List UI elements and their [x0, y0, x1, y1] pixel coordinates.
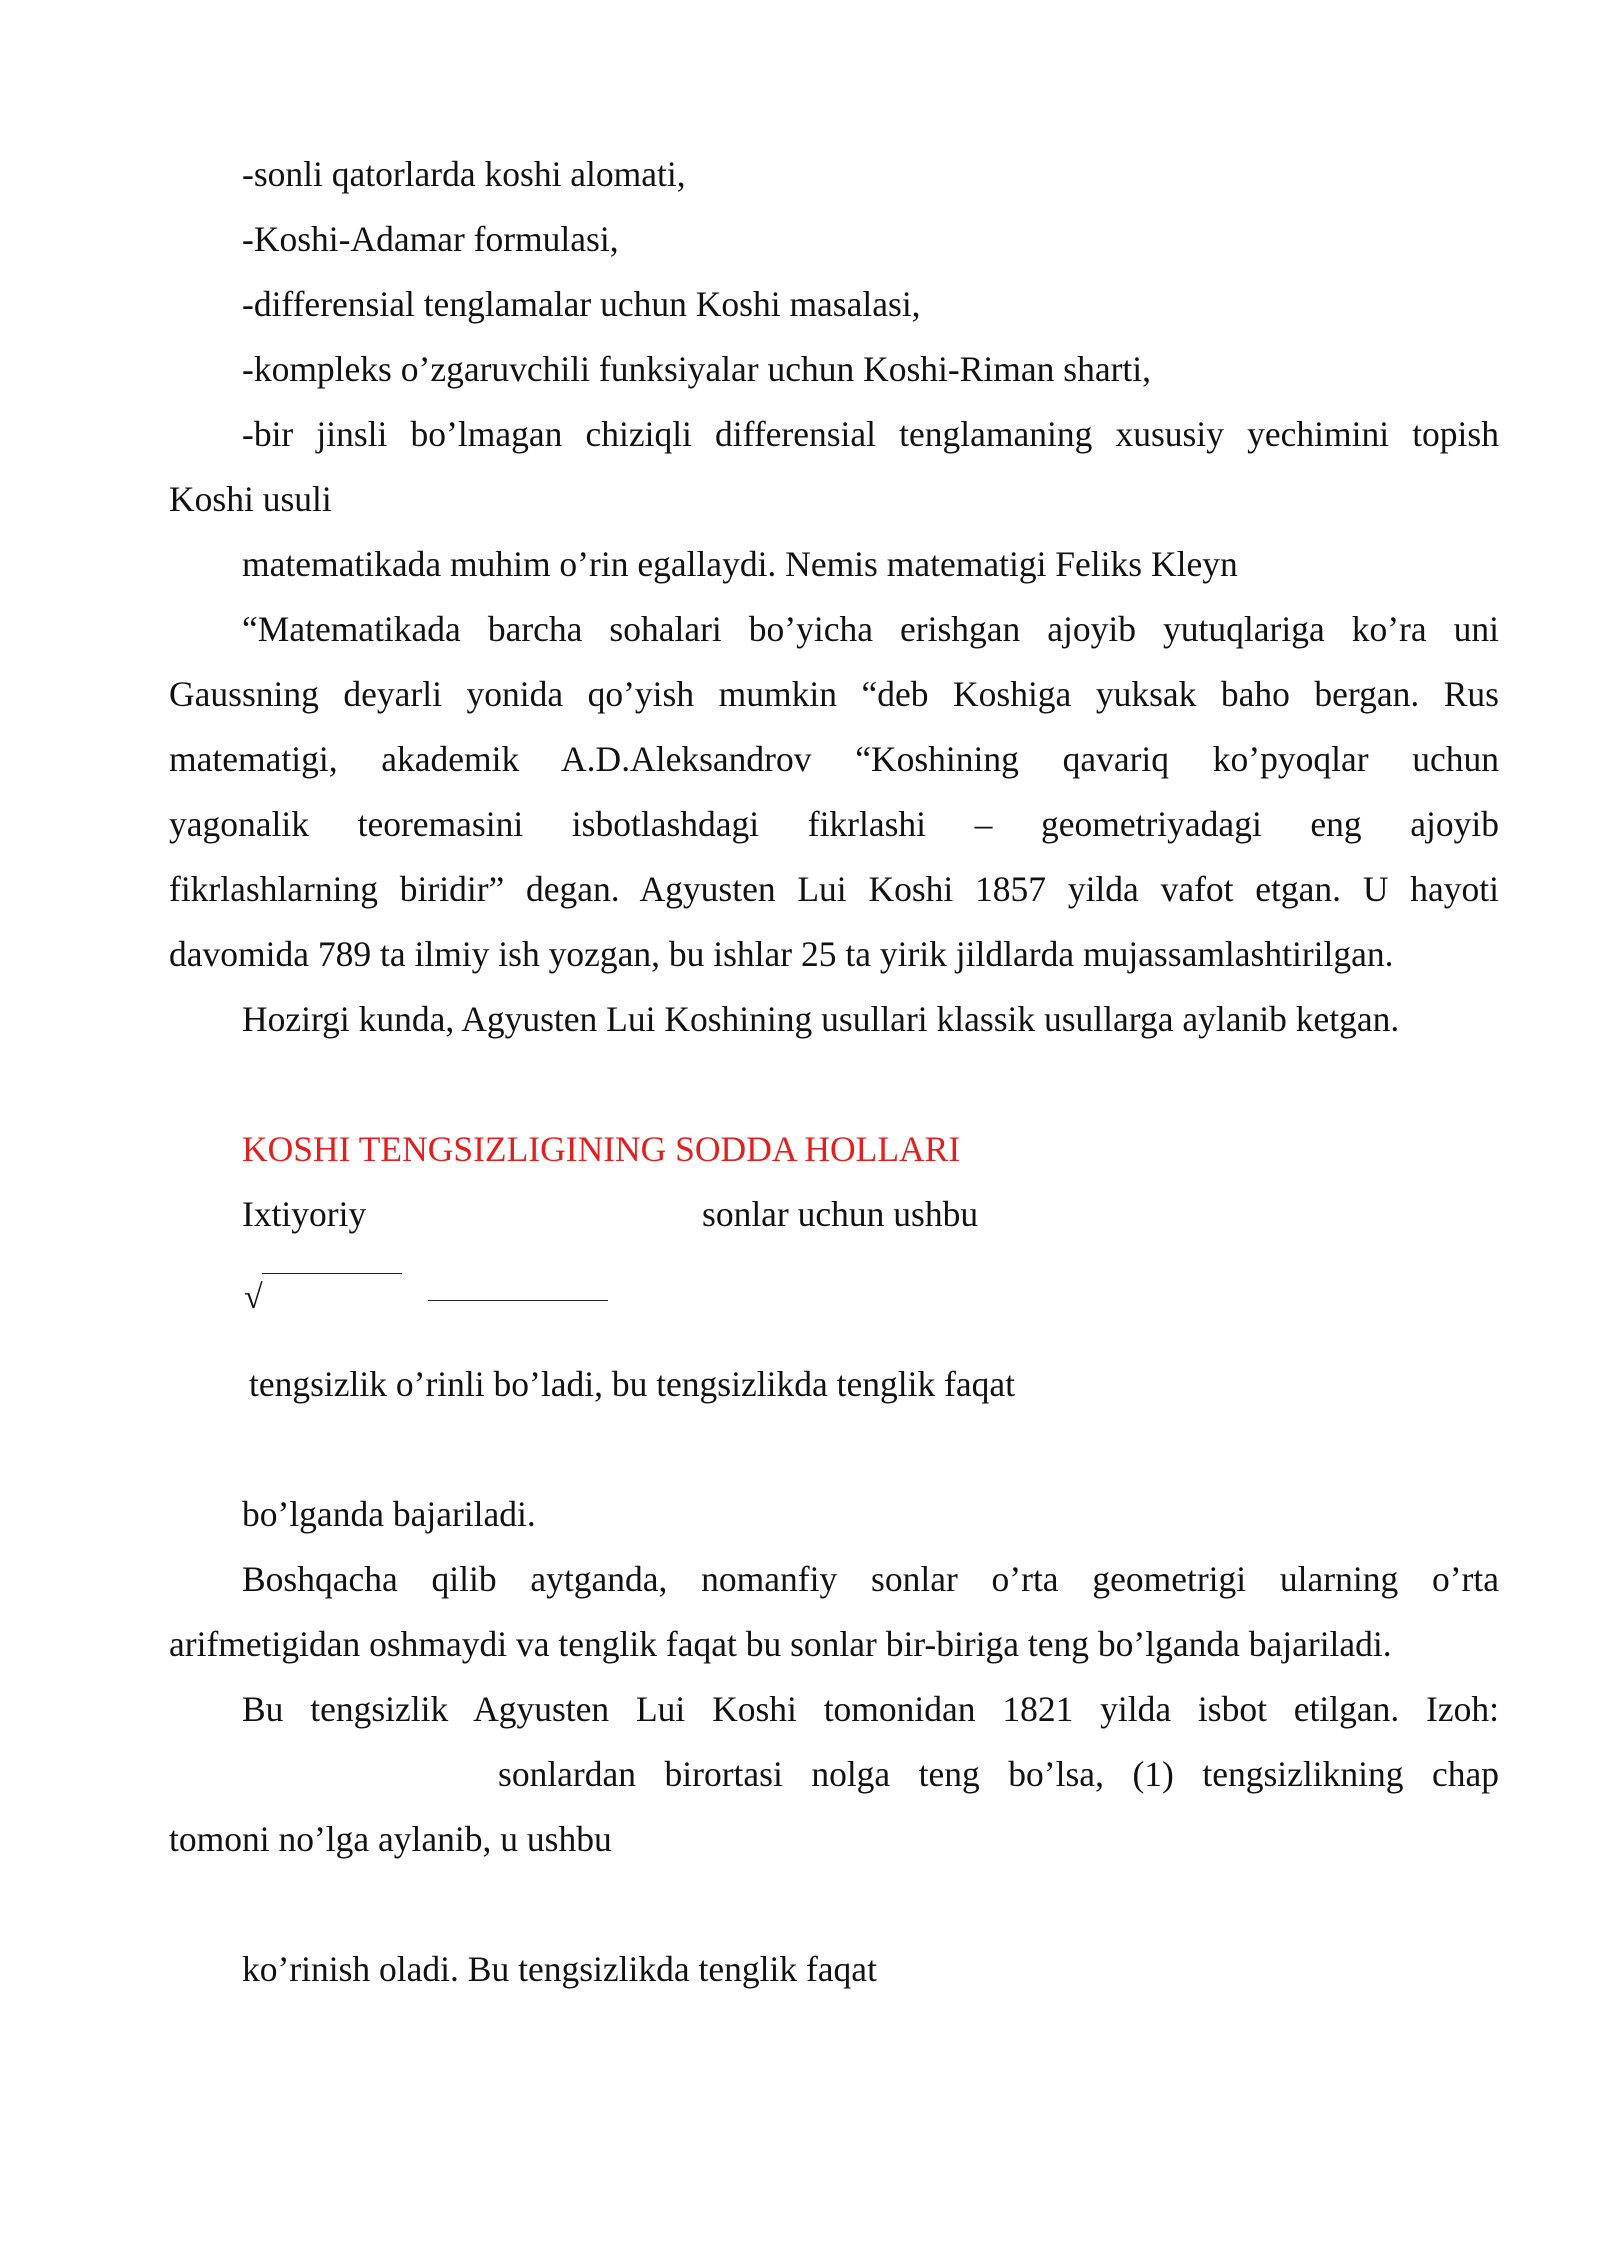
ixtiyoriy-line [169, 1182, 1499, 1247]
paragraph-line: yagonalik teoremasini isbotlashdagi fikrlashi – geometriyadagi eng ajoyib [169, 804, 1499, 844]
list-item: -differensial tenglamalar uchun Koshi masalasi, [242, 284, 921, 324]
paragraph-line: matematigi, akademik A.D.Aleksandrov “Koshining qavariq ko’pyoqlar uchun [169, 739, 1499, 779]
body-block-1 [169, 142, 1499, 1247]
paragraph-line: Boshqacha qilib aytganda, nomanfiy sonlar o’rta geometrigi ularning o’rta [242, 1559, 1499, 1599]
section-heading: KOSHI TENGSIZLIGINING SODDA HOLLARI [242, 1129, 961, 1169]
paragraph-line: ko’rinish oladi. Bu tengsizlikda tenglik faqat [242, 1949, 877, 1989]
paragraph-line: tomoni no’lga aylanib, u ushbu [169, 1819, 612, 1859]
paragraph-line: sonlardan birortasi nolga teng bo’lsa, (1) tengsizlikning chap [498, 1754, 1499, 1794]
body-block-2 [169, 1352, 1499, 2002]
list-item: -sonli qatorlarda koshi alomati, [242, 154, 686, 194]
paragraph-line: davomida 789 ta ilmiy ish yozgan, bu ishlar 25 ta yirik jildlarda mujassamlashtirilgan. [169, 934, 1394, 974]
paragraph-line: matematikada muhim o’rin egallaydi. Nemis matematigi Feliks Kleyn [242, 544, 1238, 584]
sqrt-symbol: √ [244, 1279, 263, 1316]
paragraph-line: bo’lganda bajariladi. [242, 1494, 536, 1534]
list-item: -kompleks o’zgaruvchili funksiyalar uchun Koshi-Riman sharti, [242, 349, 1151, 389]
fraction-bar [428, 1300, 608, 1301]
ixtiyoriy-left-text: Ixtiyoriy [242, 1194, 367, 1234]
list-item: -Koshi-Adamar formulasi, [242, 219, 619, 259]
paragraph-line: “Matematikada barcha sohalari bo’yicha erishgan ajoyib yutuqlariga ko’ra uni [242, 609, 1499, 649]
paragraph-line: fikrlashlarning biridir” degan. Agyusten Lui Koshi 1857 yilda vafot etgan. U hayoti [169, 869, 1499, 909]
sqrt-vinculum [262, 1273, 402, 1274]
paragraph-line: Hozirgi kunda, Agyusten Lui Koshining usullari klassik usullarga aylanib ketgan. [242, 999, 1400, 1039]
paragraph-line: tengsizlik o’rinli bo’ladi, bu tengsizlikda tenglik faqat [249, 1364, 1016, 1404]
list-item-line: -bir jinsli bo’lmagan chiziqli differensial tenglamaning xususiy yechimini topish [242, 414, 1499, 454]
paragraph-line: arifmetigidan oshmaydi va tenglik faqat bu sonlar bir-biriga teng bo’lganda bajariladi. [169, 1624, 1392, 1664]
ixtiyoriy-right-text: sonlar uchun ushbu [702, 1194, 979, 1234]
list-item-line: Koshi usuli [169, 479, 332, 519]
paragraph-line: Gaussning deyarli yonida qo’yish mumkin “deb Koshiga yuksak baho bergan. Rus [169, 674, 1499, 714]
paragraph-line: Bu tengsizlik Agyusten Lui Koshi tomonidan 1821 yilda isbot etilgan. Izoh: [242, 1689, 1499, 1729]
